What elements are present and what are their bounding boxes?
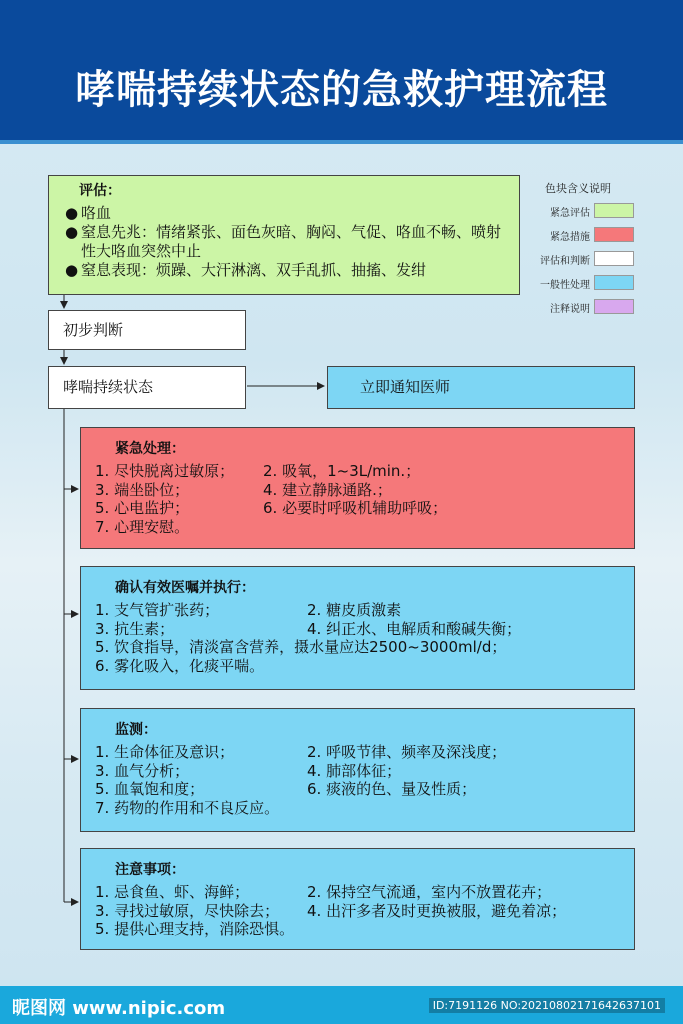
list-item-text: 6. 必要时呼吸机辅助呼吸； bbox=[263, 499, 448, 517]
list-item-text: 4. 肺部体征； bbox=[307, 761, 402, 780]
list-item-text: 4. 出汗多者及时更换被服，避免着凉； bbox=[307, 901, 567, 920]
list-item-text: 5. 心电监护； bbox=[95, 499, 190, 517]
list-item bbox=[95, 920, 624, 939]
list-item-text: 2. 吸氧，1~3L/min.； bbox=[263, 462, 421, 480]
list-item-text: 7. 心理安慰。 bbox=[95, 517, 190, 536]
legend-swatch bbox=[594, 299, 634, 314]
legend-swatch bbox=[594, 227, 634, 242]
assessment-item-text: 咯血 bbox=[81, 204, 112, 222]
legend-label: 一般性处理 bbox=[540, 280, 590, 291]
list-item bbox=[95, 481, 624, 500]
assessment-item bbox=[65, 261, 509, 280]
monitoring-heading: 监测： bbox=[115, 722, 157, 738]
list-item bbox=[95, 799, 624, 818]
list-item bbox=[95, 518, 624, 537]
list-item bbox=[95, 601, 624, 620]
assessment-heading: 评估： bbox=[79, 183, 121, 199]
list-item bbox=[95, 462, 624, 481]
status-box bbox=[48, 366, 246, 409]
list-item-text: 1. 生命体征及意识； bbox=[95, 743, 235, 761]
assessment-box bbox=[48, 175, 520, 295]
footer-brand: 昵图网 www.nipic.com bbox=[12, 998, 226, 1019]
legend-label: 注释说明 bbox=[550, 304, 590, 315]
list-item-text: 5. 血氧饱和度； bbox=[95, 780, 205, 798]
legend-item bbox=[528, 251, 638, 267]
list-item-text: 1. 忌食鱼、虾、海鲜； bbox=[95, 883, 250, 901]
notify-box bbox=[327, 366, 635, 409]
list-item-text: 3. 血气分析； bbox=[95, 761, 190, 780]
list-item-text: 1. 尽快脱离过敏原； bbox=[95, 462, 235, 480]
legend-swatch bbox=[594, 251, 634, 266]
page-title: 哮喘持续状态的急救护理流程 bbox=[75, 67, 608, 113]
list-item-text: 5. 饮食指导，清淡富含营养，摄水量应达2500~3000ml/d； bbox=[95, 638, 507, 656]
emergency-heading: 紧急处理： bbox=[115, 441, 185, 457]
list-item bbox=[95, 902, 624, 921]
assessment-item bbox=[65, 223, 509, 261]
list-item bbox=[95, 638, 624, 657]
list-item-text: 3. 抗生素； bbox=[95, 619, 175, 638]
notes-box bbox=[80, 848, 635, 950]
footer-bar bbox=[0, 986, 683, 1024]
list-item bbox=[95, 780, 624, 799]
list-item bbox=[95, 657, 624, 676]
footer-id: ID:7191126 NO:20210802171642637101 bbox=[429, 998, 665, 1013]
list-item-text: 6. 雾化吸入，化痰平喘。 bbox=[95, 656, 265, 675]
list-item-text: 2. 糖皮质激素 bbox=[307, 601, 402, 619]
list-item-text: 2. 呼吸节律、频率及深浅度； bbox=[307, 743, 507, 761]
assessment-item-text: 窒息表现：烦躁、大汗淋漓、双手乱抓、抽搐、发绀 bbox=[81, 261, 427, 279]
legend-item bbox=[528, 275, 638, 291]
status-label: 哮喘持续状态 bbox=[63, 378, 154, 396]
legend-label: 评估和判断 bbox=[540, 256, 590, 267]
emergency-box bbox=[80, 427, 635, 549]
notify-label: 立即通知医师 bbox=[360, 378, 451, 396]
list-item bbox=[95, 883, 624, 902]
list-item-text: 3. 寻找过敏原，尽快除去； bbox=[95, 901, 280, 920]
legend-item bbox=[528, 227, 638, 243]
bullet-icon: ● bbox=[65, 261, 79, 279]
list-item-text: 3. 端坐卧位； bbox=[95, 480, 190, 499]
list-item bbox=[95, 762, 624, 781]
list-item bbox=[95, 620, 624, 639]
initial-judgment-label: 初步判断 bbox=[63, 321, 124, 339]
list-item-text: 4. 建立静脉通路.； bbox=[263, 480, 392, 499]
list-item-text: 7. 药物的作用和不良反应。 bbox=[95, 798, 280, 817]
monitoring-box bbox=[80, 708, 635, 832]
orders-box bbox=[80, 566, 635, 690]
bullet-icon: ● bbox=[65, 223, 79, 241]
notes-heading: 注意事项： bbox=[115, 862, 185, 878]
list-item-text: 1. 支气管扩张药； bbox=[95, 601, 220, 619]
bullet-icon: ● bbox=[65, 204, 79, 222]
assessment-item-text: 窒息先兆：情绪紧张、面色灰暗、胸闷、气促、咯血不畅、喷射性大咯血突然中止 bbox=[81, 223, 502, 260]
assessment-item bbox=[65, 204, 509, 223]
list-item-text: 6. 痰液的色、量及性质； bbox=[307, 780, 477, 798]
list-item-text: 5. 提供心理支持，消除恐惧。 bbox=[95, 920, 295, 938]
legend-item bbox=[528, 203, 638, 219]
legend-swatch bbox=[594, 203, 634, 218]
list-item bbox=[95, 499, 624, 518]
list-item bbox=[95, 743, 624, 762]
orders-heading: 确认有效医嘱并执行： bbox=[115, 580, 255, 596]
legend-item bbox=[528, 299, 638, 315]
legend-title: 色块含义说明 bbox=[545, 182, 611, 195]
legend-label: 紧急评估 bbox=[550, 208, 590, 219]
legend-label: 紧急措施 bbox=[550, 232, 590, 243]
list-item-text: 4. 纠正水、电解质和酸碱失衡； bbox=[307, 619, 522, 638]
legend-swatch bbox=[594, 275, 634, 290]
list-item-text: 2. 保持空气流通，室内不放置花卉； bbox=[307, 883, 552, 901]
initial-judgment-box bbox=[48, 310, 246, 350]
